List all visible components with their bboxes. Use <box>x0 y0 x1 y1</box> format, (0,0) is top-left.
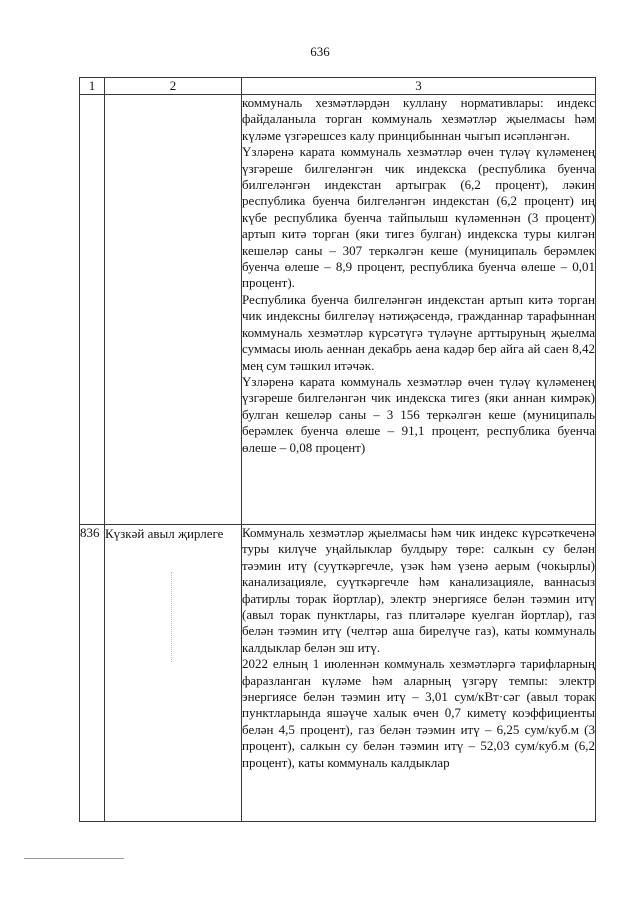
margin-mark <box>171 572 173 662</box>
row-name: Күзкәй авыл җирлеге <box>105 525 242 822</box>
continuation-paragraph: Республика буенча билгеләнгән индекстан артып китә торган чик индексны билгеләү нәтиҗәсендә, гражданнар тарафыннан коммуналь хезмәтләр күрсәтүгә түләүне арттыруның җыелма суммасы июль аеннан декабрь аена кадәр бер айга ай саен 8,42 мең сум тәшкил итәчәк. <box>242 291 595 373</box>
table-row <box>80 525 596 822</box>
row-text-cell <box>242 525 596 822</box>
continuation-paragraph: коммуналь хезмәтләрдән куллану нормативлары: индекс файдаланыла торган коммуналь хезмәтләр җыелмасы һәм күләме үзгәрешсез калу принцибыннан чыгып исәпләнгән. <box>242 95 595 143</box>
footer-rule <box>24 858 124 859</box>
row-paragraph: Коммуналь хезмәтләр җыелмасы һәм чик индекс күрсәткеченә туры килүче уңайлыклар булдыру төре: салкын су белән тәэмин итү (суүткәргечле, үзәк һәм үзенә аерым (чокырлы) канализацияле, суүткәргечле һәм канализацияле, ваннасыз фатирлы торак йортлар), электр энергиясе белән тәэмин итү (авыл торак пунктлары, газ плитәләре куелган йортлар), газ белән тәэмин итү (челтәр аша бирелүче газ), каты коммуналь калдыклар белән эш итү. <box>242 525 595 655</box>
row-number: 836 <box>80 525 105 822</box>
header-col-2: 2 <box>105 78 242 95</box>
page-number: 636 <box>310 44 330 59</box>
continuation-name-cell <box>105 95 242 525</box>
continuation-row <box>80 95 596 525</box>
document-table <box>79 77 596 822</box>
table-header-row <box>80 78 596 95</box>
continuation-paragraph: Үзләренә карата коммуналь хезмәтләр өчен түләү күләменең үзгәреше билгеләнгән чик индекска (республика буенча билгеләнгән индекстан артыграк (6,2 процент), ләкин республика буенча билгеләнгән индекстан (6,2 процент) иң күбе республика буенча тайпылыш күләменнән (3 процент) артып китә торган (яки тигез булган) индекска туры килгән кешеләр саны – 307 теркәлгән кеше (муниципаль берәмлек буенча өлеше – 8,9 процент, республика буенча өлеше – 0,01 процент). <box>242 144 595 291</box>
header-col-3: 3 <box>242 78 596 95</box>
header-col-1: 1 <box>80 78 105 95</box>
continuation-text-cell <box>242 95 596 525</box>
row-paragraph: 2022 елның 1 июленнән коммуналь хезмәтләргә тарифларның фаразланган күләме һәм аларның үзгәрү темпы: электр энергиясе белән тәэмин итү – 3,01 сум/кВт·сәг (авыл торак пунктларында яшәүче халык өчен 0,7 киметү коэффициенты белән 4,5 процент), газ белән тәэмин итү – 6,25 сум/куб.м (3 процент), салкын су белән тәэмин итү – 52,03 сум/куб.м (6,2 процент), каты коммуналь калдыклар <box>242 656 595 770</box>
continuation-paragraph: Үзләренә карата коммуналь хезмәтләр өчен түләү күләменең үзгәреше билгеләнгән чик индекска тигез (яки аннан кимрәк) булган кешеләр саны – 3 156 теркәлгән кеше (муниципаль берәмлек буенча өлеше – 91,1 процент, республика буенча өлеше – 0,08 процент) <box>242 373 595 455</box>
continuation-number-cell <box>80 95 105 525</box>
